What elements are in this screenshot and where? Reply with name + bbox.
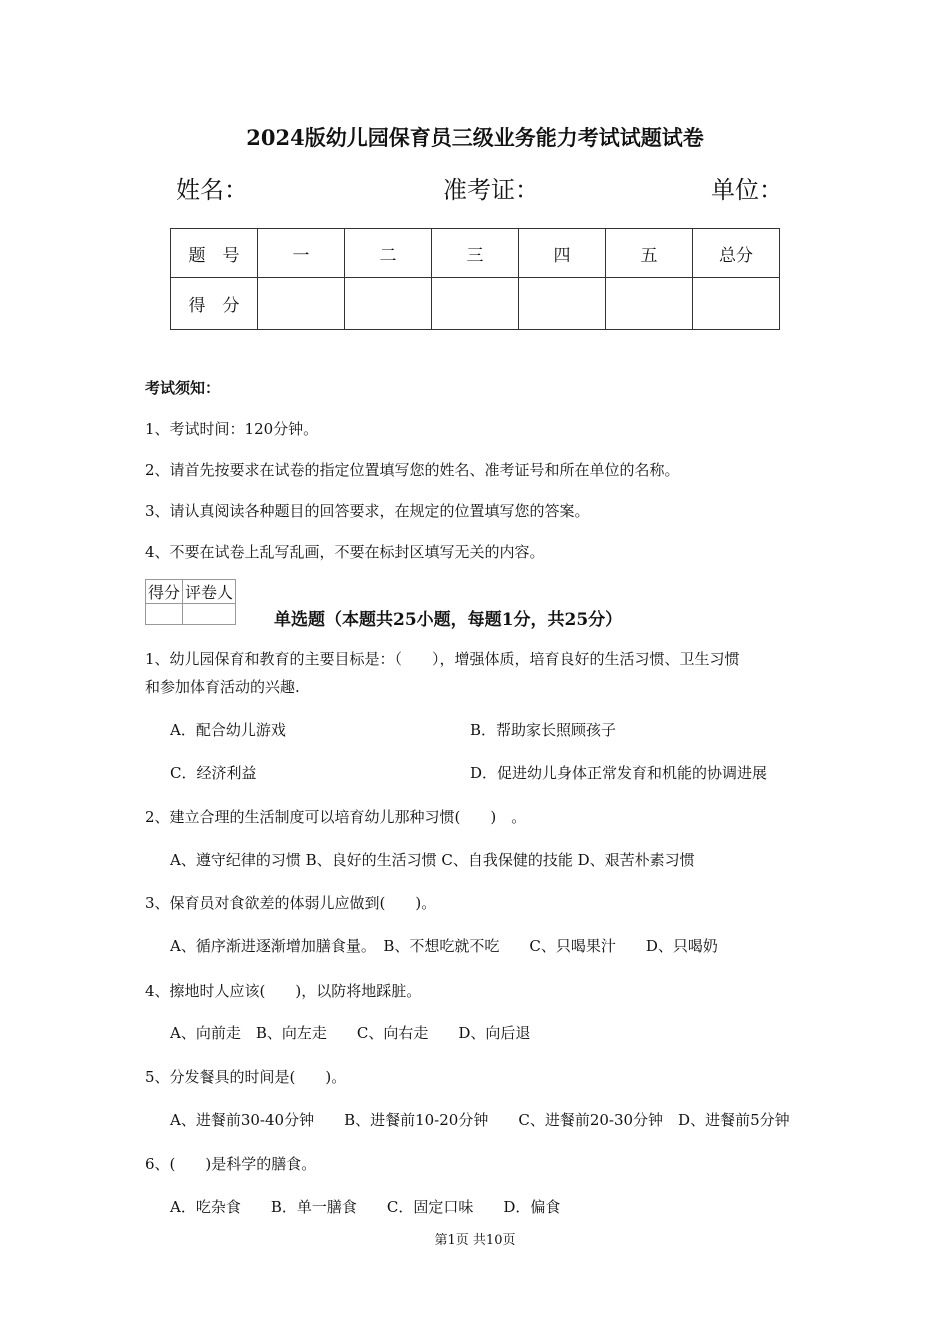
notice-item: 1、考试时间：120分钟。 (145, 420, 319, 438)
score-table (170, 228, 780, 330)
score-table-column: 三 (432, 229, 519, 278)
score-cell (693, 278, 780, 330)
question-options: A、向前走 B、向左走 C、向右走 D、向后退 (170, 1024, 531, 1042)
score-table-column: 五 (606, 229, 693, 278)
question-stem: 6、( )是科学的膳食。 (145, 1155, 317, 1173)
grader-score-cell (146, 604, 183, 625)
score-table-header-row (171, 229, 780, 278)
score-table-score-label: 得 分 (171, 278, 258, 330)
score-cell (519, 278, 606, 330)
question-options: A、进餐前30-40分钟 B、进餐前10-20分钟 C、进餐前20-30分钟 D、进餐前5分钟 (170, 1111, 790, 1129)
notice-item: 2、请首先按要求在试卷的指定位置填写您的姓名、准考证号和所在单位的名称。 (145, 461, 680, 479)
notice-item: 4、不要在试卷上乱写乱画，不要在标封区填写无关的内容。 (145, 543, 545, 561)
question-stem: 5、分发餐具的时间是( )。 (145, 1068, 347, 1086)
score-cell (432, 278, 519, 330)
question-options: A．吃杂食 B．单一膳食 C．固定口味 D．偏食 (170, 1198, 561, 1216)
page-footer: 第1页 共10页 (434, 1233, 516, 1248)
question-stem: 3、保育员对食欲差的体弱儿应做到( )。 (145, 894, 437, 912)
option-d: D．促进幼儿身体正常发育和机能的协调进展 (470, 764, 768, 782)
section-title: 单选题（本题共25小题，每题1分，共25分） (274, 610, 623, 630)
option-c: C．经济利益 (170, 764, 257, 782)
grader-box (145, 579, 236, 625)
question-stem-continued: 和参加体育活动的兴趣. (145, 678, 300, 696)
question-options: A、遵守纪律的习惯 B、良好的生活习惯 C、自我保健的技能 D、艰苦朴素习惯 (170, 851, 695, 869)
question-stem: 4、擦地时人应该( )，以防将地踩脏。 (145, 982, 422, 1000)
score-cell (606, 278, 693, 330)
grader-score-label: 得分 (146, 580, 183, 604)
unit-label: 单位： (711, 176, 783, 204)
option-a: A．配合幼儿游戏 (170, 721, 286, 739)
score-table-column: 二 (345, 229, 432, 278)
question-stem: 2、建立合理的生活制度可以培育幼儿那种习惯( ) 。 (145, 808, 527, 826)
score-table-column: 总分 (693, 229, 780, 278)
notice-heading: 考试须知： (145, 379, 221, 397)
score-table-score-row (171, 278, 780, 330)
score-cell (345, 278, 432, 330)
score-cell (258, 278, 345, 330)
question-options: A、循序渐进逐渐增加膳食量。 B、不想吃就不吃 C、只喝果汁 D、只喝奶 (170, 937, 718, 955)
grader-name-label: 评卷人 (183, 580, 236, 604)
question-stem: 1、幼儿园保育和教育的主要目标是：（ ），增强体质，培育良好的生活习惯、卫生习惯 (145, 650, 740, 668)
option-b: B．帮助家长照顾孩子 (470, 721, 617, 739)
score-table-header-label: 题 号 (171, 229, 258, 278)
grader-name-cell (183, 604, 236, 625)
exam-number-label: 准考证： (443, 176, 539, 204)
page-title: 2024版幼儿园保育员三级业务能力考试试题试卷 (246, 125, 704, 150)
score-table-column: 一 (258, 229, 345, 278)
name-label: 姓名： (176, 176, 248, 204)
notice-item: 3、请认真阅读各种题目的回答要求，在规定的位置填写您的答案。 (145, 502, 590, 520)
score-table-column: 四 (519, 229, 606, 278)
